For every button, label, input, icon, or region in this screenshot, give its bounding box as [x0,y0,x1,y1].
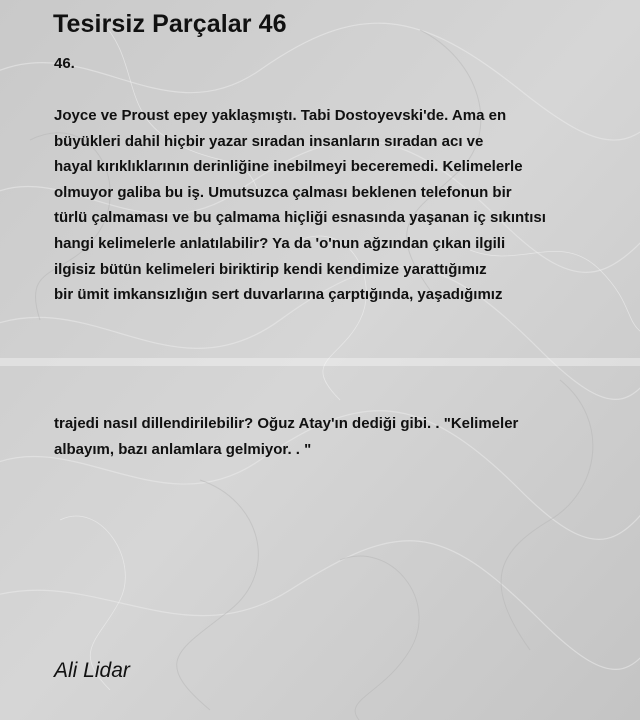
poem-line: türlü çalmaması ve bu çalmama hiçliği esnasında yaşanan iç sıkıntısı [54,209,546,227]
poem-paragraph-1 [54,103,594,308]
poem-line: albayım, bazı anlamlara gelmiyor. . " [54,440,312,458]
poem-line: olmuyor galiba bu iş. Umutsuzca çalması beklenen telefonun bir [54,183,512,201]
poem-line: Joyce ve Proust epey yaklaşmıştı. Tabi Dostoyevski'de. Ama en [54,107,507,124]
poem-number: 46. [54,55,75,72]
poem-line: hayal kırıklıklarının derinliğine inebilmeyi beceremedi. Kelimelerle [54,158,523,176]
poem-paragraph-2 [54,411,594,462]
poem-line: bir ümit imkansızlığın sert duvarlarına çarptığında, yaşadığımız [54,286,503,304]
author-name: Ali Lidar [54,659,130,682]
poem-line: ilgisiz bütün kelimeleri biriktirip kendi kendimize yarattığımız [54,260,487,278]
poem-line: hangi kelimelerle anlatılabilir? Ya da 'o'nun ağzından çıkan ilgili [54,234,506,252]
poem-line: trajedi nasıl dillendirilebilir? Oğuz Atay'ın dediği gibi. . "Kelimeler [54,415,519,432]
page-title: Tesirsiz Parçalar 46 [53,10,287,38]
poem-line: büyükleri dahil hiçbir yazar sıradan insanların sıradan acı ve [54,132,484,150]
